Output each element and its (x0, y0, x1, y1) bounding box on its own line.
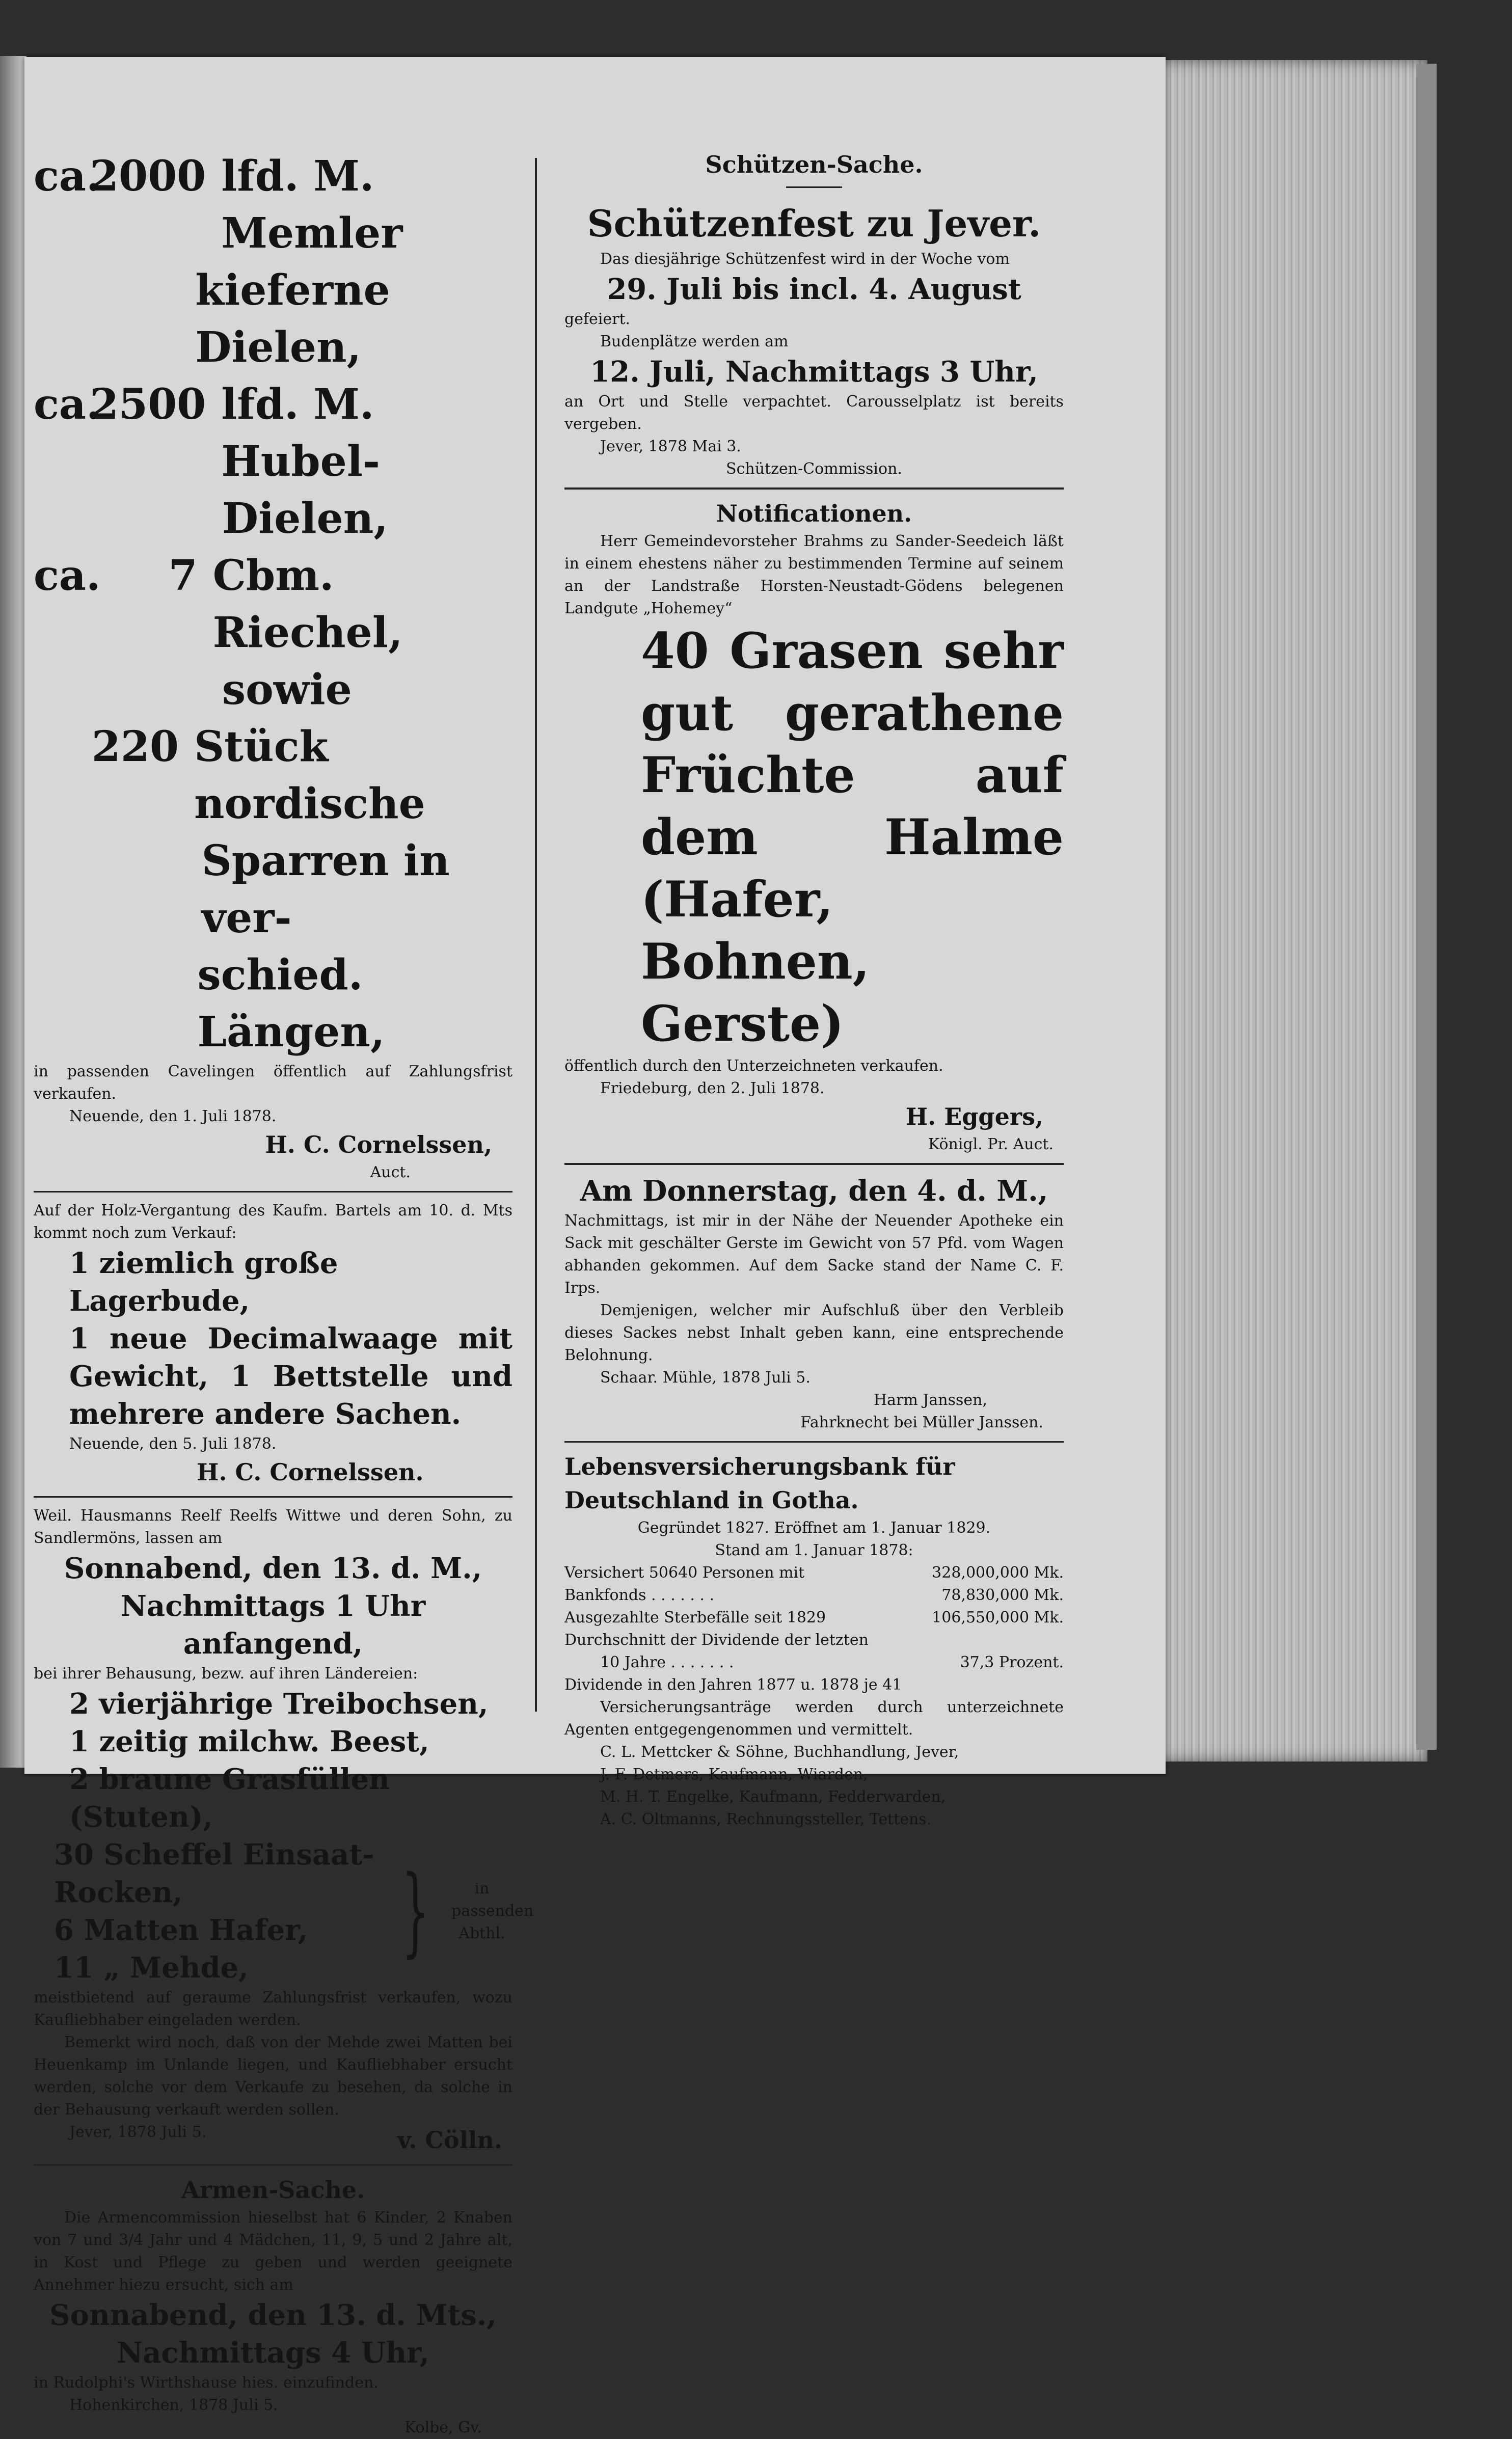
curly-brace: } (401, 1855, 429, 1967)
ad-body: in passenden Cavelingen öffentlich auf Zahlungsfrist verkaufen. (34, 1063, 512, 1103)
row-value: 106,550,000 Mk. (932, 1609, 1064, 1627)
timber-row (34, 718, 512, 832)
ad-livestock-auction (34, 1505, 534, 2157)
row-value: 328,000,000 Mk. (932, 1564, 1064, 1582)
short-rule (786, 186, 842, 188)
dateline: Jever, 1878 Juli 5. (69, 2123, 207, 2141)
row-value: 37,3 Prozent. (960, 1654, 1064, 1671)
ad-body: gefeiert. (564, 310, 631, 328)
item: 1 neue Decimalwaage mit Gewicht, 1 Bettstelle und mehrere andere Sachen. (69, 1322, 512, 1431)
signature: H. Eggers, (905, 1103, 1043, 1130)
rule (34, 1191, 512, 1193)
row-label: Ausgezahlte Sterbefälle seit 1829 (564, 1609, 826, 1627)
row-text: Sparren in ver- (201, 836, 450, 942)
signature: Harm Janssen, (873, 1391, 987, 1409)
ad-intro: Weil. Hausmanns Reelf Reelfs Wittwe und deren Sohn, zu Sandlermöns, lassen am (34, 1507, 512, 1547)
auction-time: Nachmittags 1 Uhr anfangend, (120, 1589, 426, 1661)
row-text: Cbm. Riechel, (212, 551, 403, 657)
timber-list (34, 148, 512, 1061)
row-text: lfd. M. Hubel- (221, 380, 381, 486)
item: 2 braune Grasfüllen (Stuten), (69, 1763, 390, 1834)
ad-body: Die Armencommission hieselbst hat 6 Kinder, 2 Knaben von 7 und 3/4 Jahr und 4 Mädchen, 11, 9, 5 und 2 Jahre alt, in Kost und Pflege zu geben und werden geeignete Annehmer hiezu ersucht, sich am (34, 2209, 512, 2294)
signature: v. Cölln. (397, 2126, 502, 2154)
signature: H. C. Cornelssen, (265, 1131, 492, 1158)
ad-notifications (564, 497, 1064, 1156)
row-quantity: 7 (168, 551, 198, 600)
figure-row (564, 1607, 1064, 1629)
row-text: schied. Längen, (197, 951, 385, 1056)
signature: Schützen-Commission. (726, 460, 902, 478)
item: 1 zeitig milchw. Beest, (69, 1725, 429, 1758)
agent-item: A. C. Oltmanns, Rechnungssteller, Tettens. (600, 1810, 932, 1828)
headline: 40 Grasen sehr gut gerathene Früchte auf dem Halme (Hafer, Bohnen, Gerste) (641, 622, 1064, 1052)
ad-body: Herr Gemeindevorsteher Brahms zu Sander-Seedeich läßt in einem ehestens näher zu bestimmenden Termine auf seinem an der Landstraße Horsten-Neustadt-Gödens belegenen Landgute „Hohemey“ (564, 532, 1064, 617)
figure-row (564, 1562, 1064, 1584)
headline: Lebensversicherungsbank für Deutschland in Gotha. (564, 1453, 955, 1514)
ad-intro: Auf der Holz-Vergantung des Kaufm. Bartels am 10. d. Mts kommt noch zum Verkauf: (34, 1202, 512, 1242)
row-text: kieferne Dielen, (195, 266, 390, 372)
row-text: lfd. M. Memler (221, 152, 403, 258)
ad-shooting-festival (564, 148, 1064, 480)
agent-item: C. L. Mettcker & Söhne, Buchhandlung, Jever, (600, 1743, 959, 1761)
auction-place: bei ihrer Behausung, bezw. auf ihren Ländereien: (34, 1665, 418, 1683)
row-quantity: 2000 (90, 152, 206, 201)
festival-dates: 29. Juli bis incl. 4. August (607, 273, 1021, 306)
dateline: Hohenkirchen, 1878 Juli 5. (69, 2396, 278, 2414)
section-heading: Armen-Sache. (181, 2176, 365, 2204)
signature-title: Fahrknecht bei Müller Janssen. (800, 1414, 1043, 1431)
item: 2 vierjährige Treibochsen, (69, 1687, 489, 1721)
dateline: Jever, 1878 Mai 3. (600, 438, 741, 455)
item: 6 Matten Hafer, (54, 1913, 308, 1947)
ad-body: Budenplätze werden am (600, 333, 789, 350)
ad-timber-sale (34, 148, 512, 1184)
dateline: Schaar. Mühle, 1878 Juli 5. (600, 1369, 811, 1387)
ad-body: Bemerkt wird noch, daß von der Mehde zwei Matten bei Heuenkamp im Unlande liegen, und Kaufliebhaber ersucht werden, solche vor dem Verkaufe zu besehen, da solche in der Behausung verkauft werden sollen. (34, 2034, 512, 2119)
ad-body: Das diesjährige Schützenfest wird in der Woche vom (600, 250, 1010, 268)
rule (34, 1496, 512, 1498)
ad-body: Versicherungsanträge werden durch unterzeichnete Agenten entgegengenommen und vermittelt. (564, 1698, 1064, 1739)
ad-body: Nachmittags, ist mir in der Nähe der Neuender Apotheke ein Sack mit geschälter Gerste im Gewicht von 57 Pfd. vom Wagen abhanden gekommen. Auf dem Sacke stand der Name C. F. Irps. (564, 1212, 1064, 1297)
facing-page-edge (0, 56, 26, 1768)
row-label: Versichert 50640 Personen mit (564, 1564, 805, 1582)
timber-row (34, 946, 512, 1061)
stand-line: Stand am 1. Januar 1878: (715, 1541, 913, 1559)
agent-item: J. F. Detmers, Kaufmann, Wiarden, (600, 1766, 868, 1783)
timber-row (34, 547, 512, 661)
item: 11 „ Mehde, (54, 1951, 249, 1985)
rule (34, 2164, 512, 2166)
avg-row (564, 1651, 1064, 1674)
row-quantity: 220 (91, 722, 179, 771)
signature: H. C. Cornelssen. (197, 1458, 424, 1486)
brace-note: in passenden Abthl. (451, 1880, 534, 1942)
row-prefix: ca. (34, 152, 101, 201)
item: 30 Scheffel Einsaat-Rocken, (54, 1838, 374, 1909)
row-label: Bankfonds . . . . . . . (564, 1586, 715, 1604)
right-column (564, 148, 1064, 1831)
ad-body: an Ort und Stelle verpachtet. Carousselplatz ist bereits vergeben. (564, 393, 1064, 433)
timber-row (34, 661, 512, 718)
row-prefix: ca. (34, 551, 101, 600)
row-label: 10 Jahre . . . . . . . (600, 1654, 734, 1671)
meeting-place: in Rudolphi's Wirthshause hies. einzufinden. (34, 2374, 379, 2392)
timber-row (34, 490, 512, 547)
row-quantity: 2500 (90, 380, 206, 429)
rule (564, 487, 1064, 490)
timber-row (34, 262, 512, 376)
book-page-block (1152, 60, 1427, 1762)
section-heading: Schützen-Sache. (705, 151, 923, 178)
signature-title: Auct. (370, 1163, 411, 1181)
timber-row (34, 148, 512, 262)
item: 1 ziemlich große Lagerbude, (69, 1246, 338, 1318)
row-text: Stück nordische (194, 722, 425, 828)
brace-items (34, 1836, 380, 1987)
ad-poor-relief (34, 2173, 512, 2439)
ad-lost-sack (564, 1172, 1064, 1434)
avg-label: Durchschnitt der Dividende der letzten (564, 1631, 869, 1649)
booth-date: 12. Juli, Nachmittags 3 Uhr, (590, 355, 1038, 389)
rule (564, 1163, 1064, 1165)
row-text: sowie (222, 665, 352, 714)
rule (564, 1441, 1064, 1443)
dateline: Neuende, den 1. Juli 1878. (69, 1107, 277, 1125)
timber-row (34, 832, 512, 946)
dividend-line: Dividende in den Jahren 1877 u. 1878 je 41 (564, 1676, 902, 1694)
headline: Am Donnerstag, den 4. d. M., (580, 1174, 1048, 1208)
headline: Schützenfest zu Jever. (587, 202, 1041, 245)
meeting-time: Nachmittags 4 Uhr, (117, 2336, 429, 2370)
signature-title: Königl. Pr. Auct. (928, 1135, 1054, 1153)
signature: Kolbe, Gv. (404, 2419, 482, 2436)
auction-date: Sonnabend, den 13. d. M., (64, 1552, 482, 1585)
agent-list (564, 1741, 1064, 1831)
ad-wood-auction (34, 1200, 512, 1489)
column-divider (535, 158, 537, 1712)
insurance-figures (564, 1562, 1064, 1629)
founded-line: Gegründet 1827. Eröffnet am 1. Januar 1829. (637, 1519, 991, 1537)
section-heading: Notificationen. (716, 500, 912, 527)
figure-row (564, 1584, 1064, 1607)
brace-group (34, 1836, 534, 1987)
row-value: 78,830,000 Mk. (941, 1586, 1064, 1604)
row-prefix: ca. (34, 380, 101, 429)
meeting-date: Sonnabend, den 13. d. Mts., (49, 2298, 497, 2332)
ad-body: meistbietend auf geraume Zahlungsfrist verkaufen, wozu Kaufliebhaber eingeladen werden. (34, 1989, 512, 2029)
ad-body: Demjenigen, welcher mir Aufschluß über den Verbleib dieses Sackes nebst Inhalt geben kann, eine entsprechende Belohnung. (564, 1302, 1064, 1364)
ad-body: öffentlich durch den Unterzeichneten verkaufen. (564, 1057, 943, 1075)
book-cover-edge (1416, 64, 1437, 1750)
row-text: Dielen, (222, 494, 388, 543)
left-column (34, 148, 534, 2439)
dateline: Neuende, den 5. Juli 1878. (69, 1435, 277, 1453)
timber-row (34, 376, 512, 490)
ad-insurance-bank (564, 1450, 1064, 1831)
agent-item: M. H. T. Engelke, Kaufmann, Fedderwarden, (600, 1788, 946, 1806)
dateline: Friedeburg, den 2. Juli 1878. (600, 1079, 825, 1097)
